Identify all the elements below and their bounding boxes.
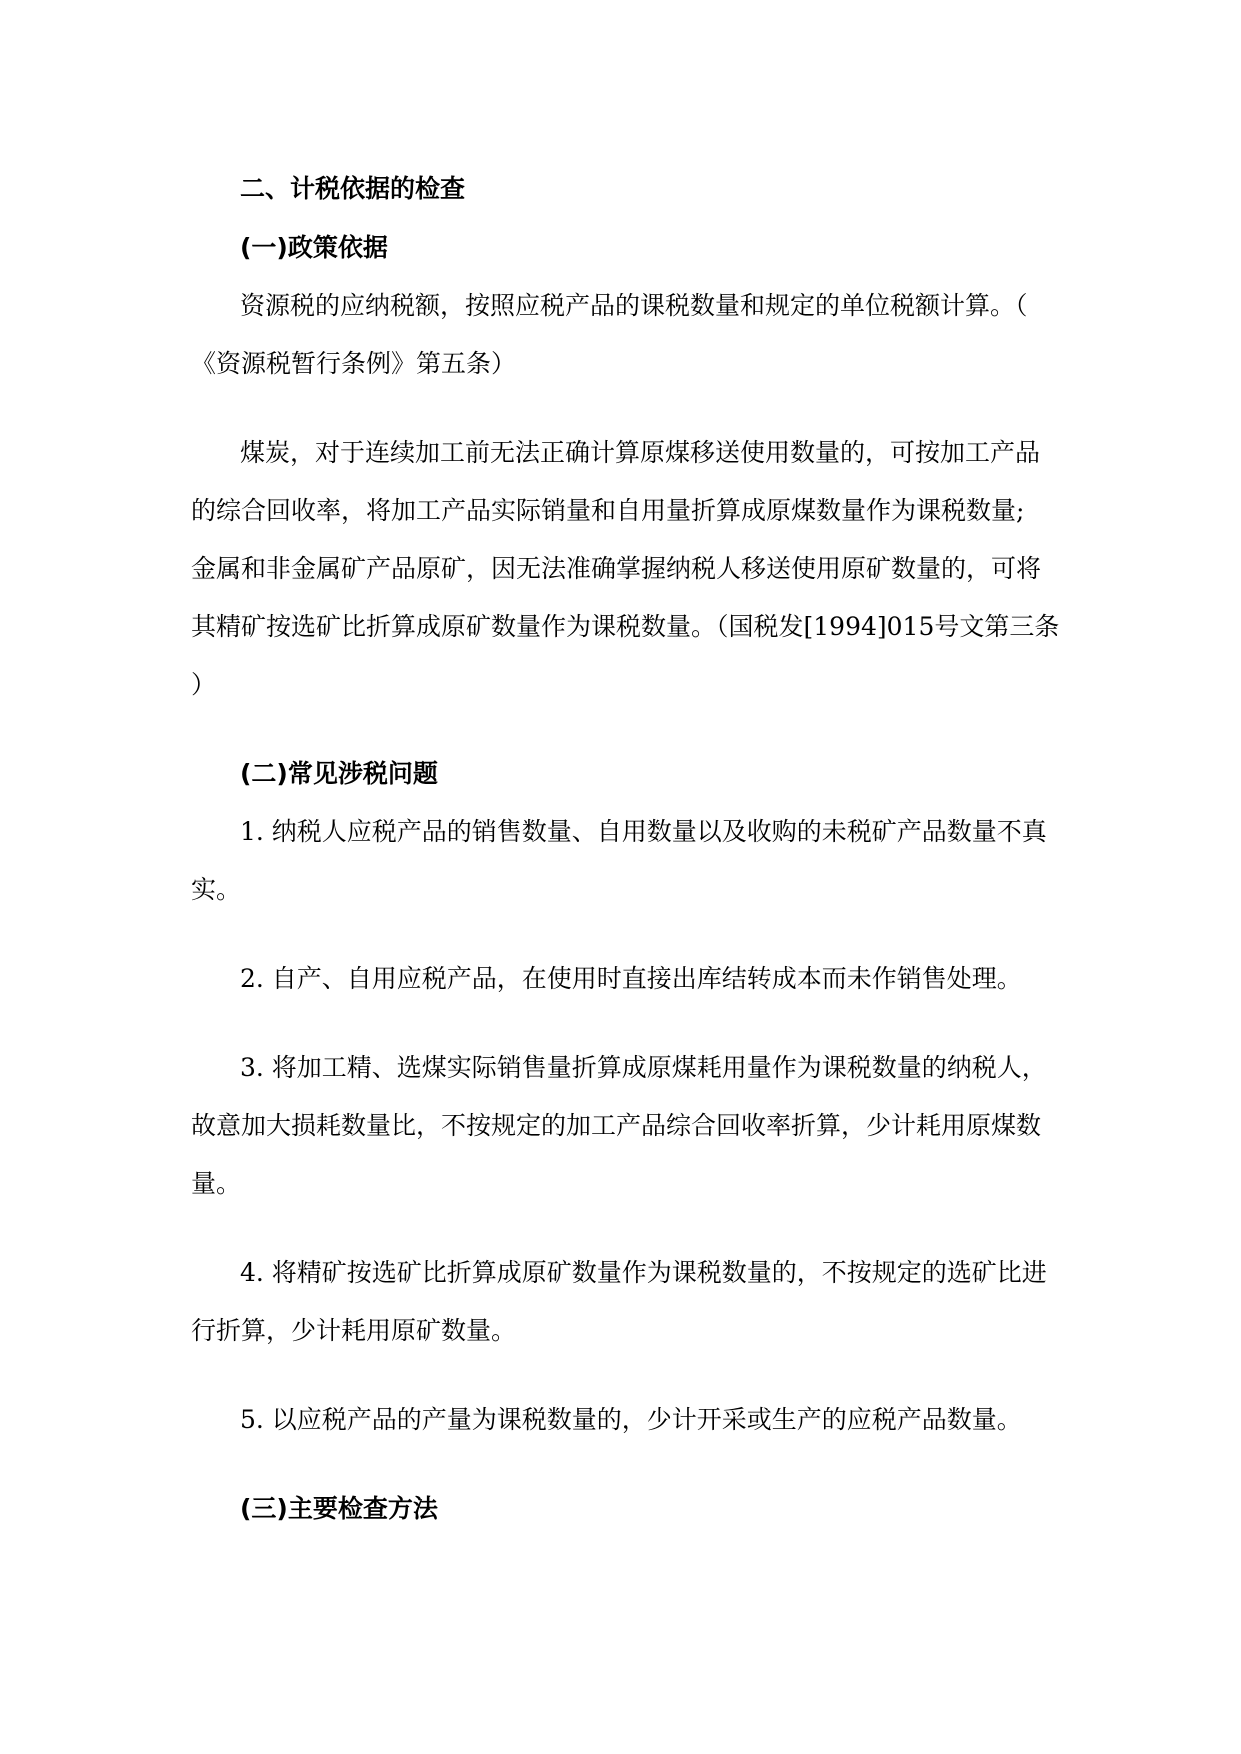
list-item-line: 量。 — [191, 1169, 242, 1198]
list-item-line: 5. 以应税产品的产量为课税数量的，少计开采或生产的应税产品数量。 — [240, 1405, 1022, 1434]
paragraph-line: 其精矿按选矿比折算成原矿数量作为课税数量。（国税发[1994]015号文第三条 — [191, 612, 1060, 641]
list-item-line: 4. 将精矿按选矿比折算成原矿数量作为课税数量的，不按规定的选矿比进 — [240, 1258, 1047, 1287]
paragraph-line: 煤炭，对于连续加工前无法正确计算原煤移送使用数量的，可按加工产品 — [240, 438, 1041, 467]
subsection-title-policy: (一)政策依据 — [240, 233, 388, 262]
list-item-line: 故意加大损耗数量比，不按规定的加工产品综合回收率折算，少计耗用原煤数 — [191, 1111, 1042, 1140]
list-item-line: 行折算，少计耗用原矿数量。 — [191, 1316, 517, 1345]
subsection-title-issues: (二)常见涉税问题 — [240, 759, 438, 788]
list-item-line: 实。 — [191, 875, 242, 904]
paragraph-line: 的综合回收率，将加工产品实际销量和自用量折算成原煤数量作为课税数量; — [191, 496, 1025, 525]
list-item-line: 2. 自产、自用应税产品，在使用时直接出库结转成本而未作销售处理。 — [240, 964, 1022, 993]
paragraph-line: 资源税的应纳税额，按照应税产品的课税数量和规定的单位税额计算。（ — [240, 291, 1028, 320]
section-heading: 二、计税依据的检查 — [240, 174, 466, 203]
list-item-line: 1. 纳税人应税产品的销售数量、自用数量以及收购的未税矿产品数量不真 — [240, 817, 1047, 846]
paragraph-line: ） — [191, 670, 217, 699]
subsection-title-methods: (三)主要检查方法 — [240, 1494, 438, 1523]
list-item-line: 3. 将加工精、选煤实际销售量折算成原煤耗用量作为课税数量的纳税人， — [240, 1053, 1047, 1082]
paragraph-line: 《资源税暂行条例》第五条） — [191, 349, 517, 378]
paragraph-line: 金属和非金属矿产品原矿，因无法准确掌握纳税人移送使用原矿数量的，可将 — [191, 554, 1042, 583]
